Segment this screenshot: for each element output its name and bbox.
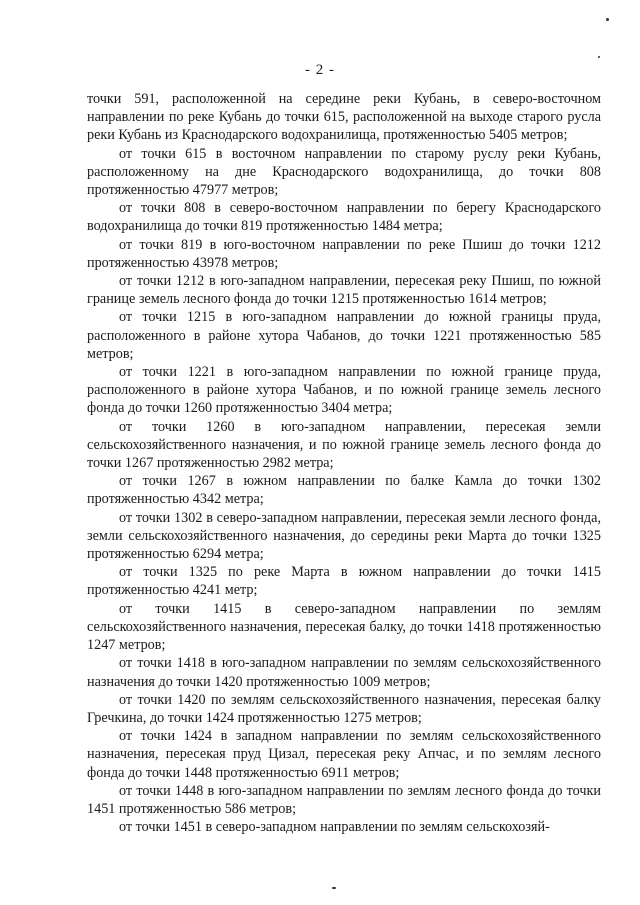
paragraph: от точки 1448 в юго-западном направлении по землям лесного фонда до точки 1451 протяженностью 586 метров;: [87, 782, 601, 817]
paragraph: точки 591, расположенной на середине реки Кубань, в северо-восточном направлении по реке Кубань до точки 615, расположенной на выходе старого русла реки Кубань из Краснодарского водохранилища, протяженностью 5405 метров;: [87, 91, 601, 144]
paragraph: от точки 1221 в юго-западном направлении по южной границе пруда, расположенного в районе хутора Чабанов, и по южной границе земель лесного фонда до точки 1260 протяженностью 3404 метра;: [87, 364, 601, 417]
paragraph: от точки 615 в восточном направлении по старому руслу реки Кубань, расположенному на дне Краснодарского водохранилища, до точки 808 протяженностью 47977 метров;: [87, 145, 601, 199]
paragraph: от точки 819 в юго-восточном направлении по реке Пшиш до точки 1212 протяженностью 43978 метров;: [87, 236, 601, 271]
paragraph: от точки 1325 по реке Марта в южном направлении до точки 1415 протяженностью 4241 метр;: [87, 564, 601, 599]
scan-speck: [606, 18, 609, 21]
paragraph: от точки 1420 по землям сельскохозяйственного назначения, пересекая балку Гречкина, до точки 1424 протяженностью 1275 метров;: [87, 691, 601, 726]
paragraph: от точки 1418 в юго-западном направлении по землям сельскохозяйственного назначения до точки 1420 протяженностью 1009 метров;: [87, 655, 601, 690]
scan-speck: [598, 56, 600, 58]
paragraph: от точки 1215 в юго-западном направлении до южной границы пруда, расположенного в районе хутора Чабанов, до точки 1221 протяженностью 585 метров;: [87, 309, 601, 362]
paragraph: от точки 1415 в северо-западном направлении по землям сельскохозяйственного назначения, пересекая балку, до точки 1418 протяженностью 1247 метров;: [87, 600, 601, 654]
paragraph: от точки 1451 в северо-западном направлении по землям сельскохозяй-: [119, 819, 550, 836]
scan-speck: [332, 887, 336, 889]
paragraph: от точки 1212 в юго-западном направлении, пересекая реку Пшиш, по южной границе земель лесного фонда до точки 1215 протяженностью 1614 метров;: [87, 273, 601, 308]
paragraph: от точки 808 в северо-восточном направлении по берегу Краснодарского водохранилища до точки 819 протяженностью 1484 метра;: [87, 200, 601, 235]
paragraph: от точки 1260 в юго-западном направлении, пересекая земли сельскохозяйственного назначения, и по южной границе земель лесного фонда до точки 1267 протяженностью 2982 метра;: [87, 418, 601, 472]
paragraph: от точки 1302 в северо-западном направлении, пересекая земли лесного фонда, земли сельскохозяйственного назначения, до середины реки Марта до точки 1325 протяженностью 6294 метра;: [87, 509, 601, 563]
paragraph: от точки 1267 в южном направлении по балке Камла до точки 1302 протяженностью 4342 метра;: [87, 473, 601, 508]
paragraph: от точки 1424 в западном направлении по землям сельскохозяйственного назначения, пересекая пруд Цизал, пересекая реку Апчас, и по землям лесного фонда до точки 1448 протяженностью 6911 метров;: [87, 728, 601, 781]
page-number: - 2 -: [305, 62, 335, 78]
body-text: [87, 90, 601, 836]
